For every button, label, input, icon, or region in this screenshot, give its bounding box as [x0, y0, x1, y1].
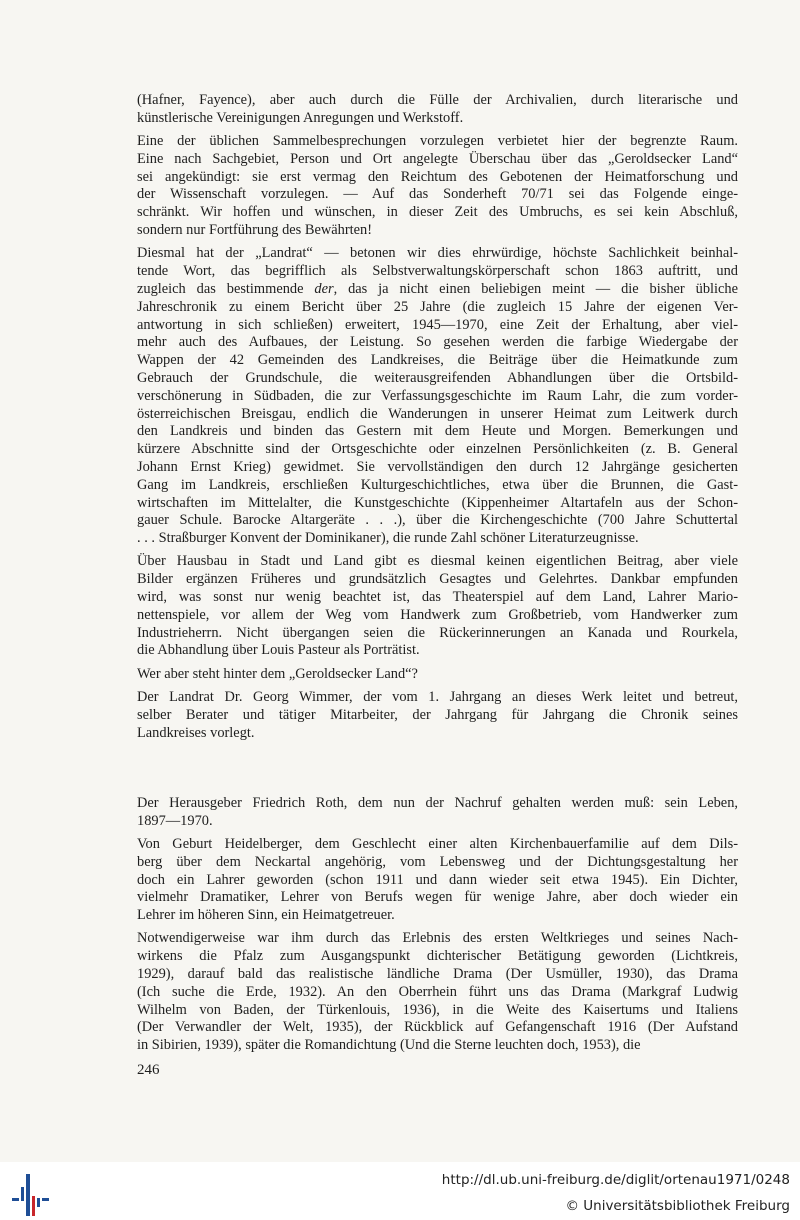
text-line: Wilhelm von Baden, der Türkenlouis, 1936), in die Weite des Kaisertums und Italiens	[137, 1001, 738, 1018]
paragraph	[137, 836, 738, 925]
text-line: Gang im Landkreis, erschließen Kulturgeschichtliches, etwa über die Brunnen, die Gast-	[137, 476, 738, 493]
text-line: Eine nach Sachgebiet, Person und Ort angelegte Überschau über das „Geroldsecker Land“	[137, 150, 738, 167]
text-line: 1929), darauf bald das realistische ländliche Drama (Der Usmüller, 1930), das Drama	[137, 966, 738, 983]
text-line: Industrieherrn. Nicht übergangen seien die Rückerinnerungen an Kanada und Rourkela,	[137, 624, 738, 641]
text-line: tende Wort, das begrifflich als Selbstverwaltungskörperschaft schon 1863 auftritt, und	[137, 263, 738, 280]
text-section-top	[137, 92, 738, 742]
text-line: künstlerische Vereinigungen Anregungen und Werkstoff.	[137, 109, 464, 126]
paragraph	[137, 930, 738, 1055]
paragraph	[137, 245, 738, 548]
text-line: 1897—1970.	[137, 812, 213, 829]
text-line: Diesmal hat der „Landrat“ — betonen wir dies ehrwürdige, höchste Sachlichkeit beinhal-	[137, 245, 738, 262]
text-line: sei angekündigt: sie erst vermag den Reichtum des Gebotenen der Heimatforschung und	[137, 168, 738, 185]
text-line: . . . Straßburger Konvent der Dominikaner), die runde Zahl schöner Literaturzeugnisse.	[137, 530, 639, 547]
text-line: (Ich suche die Erde, 1932). An den Oberrhein führt uns das Drama (Markgraf Ludwig	[137, 983, 738, 1000]
text-line: Notwendigerweise war ihm durch das Erlebnis des ersten Weltkrieges und seines Nach-	[137, 930, 738, 947]
page-number: 246	[137, 1062, 160, 1078]
text-line: Der Landrat Dr. Georg Wimmer, der vom 1. Jahrgang an dieses Werk leitet und betreut,	[137, 689, 738, 705]
text-line: in Sibirien, 1939), später die Romandichtung (Und die Sterne leuchten doch, 1953), die	[137, 1037, 641, 1054]
text-line: Jahreschronik zu einem Bericht über 25 Jahre (die zugleich 15 Jahre der eigenen Ver-	[137, 298, 738, 315]
paragraph	[137, 689, 738, 742]
text-line: Bilder ergänzen Früheres und grundsätzlich Gesagtes und Gelehrtes. Dankbar empfunden	[137, 571, 738, 588]
text-line: die Abhandlung über Louis Pasteur als Porträtist.	[137, 642, 420, 659]
text-line: den Landkreis und binden das Gestern mit dem Heute und Morgen. Bemerkungen und	[137, 423, 738, 440]
text-line: Wer aber steht hinter dem „Geroldsecker Land“?	[137, 665, 418, 682]
paragraph	[137, 133, 738, 240]
text-line: nettenspiele, vor allem der Weg vom Handwerk zum Großbetrieb, vom Handwerker zum	[137, 606, 738, 623]
permalink-url[interactable]: http://dl.ub.uni-freiburg.de/diglit/ortenau1971/0248	[441, 1172, 790, 1188]
text-line: (Der Verwandler der Welt, 1935), der Rückblick auf Gefangenschaft 1916 (Der Aufstand	[137, 1019, 738, 1036]
text-line: antwortung in sich schließen) erweitert, 1945—1970, eine Zeit der Erhaltung, aber viel-	[137, 316, 738, 333]
paragraph	[137, 92, 738, 128]
text-line: verschönerung in Südbaden, die zur Verfassungsgeschichte im Raum Lahr, die zum vorder-	[137, 387, 738, 404]
ub-freiburg-logo	[10, 1174, 52, 1216]
text-line: doch ein Lahrer geworden (schon 1911 und dann wieder seit etwa 1945). Ein Dichter,	[137, 871, 738, 888]
text-line: Landkreises vorlegt.	[137, 724, 255, 741]
text-line: Über Hausbau in Stadt und Land gibt es diesmal keinen eigentlichen Beitrag, aber viele	[137, 553, 738, 570]
text-line: Johann Ernst Krieg) gewidmet. Sie vervollständigen den durch 12 Jahrgänge gesicherten	[137, 458, 738, 475]
text-line: wirkens die Pfalz zum Ausgangspunkt dichterischer Betätigung geworden (Lichtkreis,	[137, 948, 738, 965]
text-line: österreichischen Breisgau, endlich die Wanderungen in unserer Heimat zum Leitwerk durch	[137, 405, 738, 422]
text-line: kürzere Abschnitte sind der Ortsgeschichte oder einzelnen Persönlichkeiten (z. B. General	[137, 441, 738, 458]
text-line: schränkt. Wir hoffen und wünschen, in dieser Zeit des Umbruchs, es sei kein Abschluß,	[137, 204, 738, 221]
text-line: Eine der üblichen Sammelbesprechungen vorzulegen verbietet hier der begrenzte Raum.	[137, 133, 738, 150]
text-line: Der Herausgeber Friedrich Roth, dem nun der Nachruf gehalten werden muß: sein Leben,	[137, 794, 738, 811]
text-line: wirtschaften im Mittelalter, die Kunstgeschichte (Kippenheimer Altartafeln aus der Schon-	[137, 494, 738, 511]
body-text	[137, 92, 738, 1061]
text-line: (Hafner, Fayence), aber auch durch die Fülle der Archivalien, durch literarische und	[137, 92, 738, 108]
text-section-bottom	[137, 795, 738, 1055]
text-line: Wappen der 42 Gemeinden des Landkreises, die Beiträge über die Heimatkunde zum	[137, 352, 738, 369]
text-line: mehr auch des Aufbaues, der Leistung. So gesehen werden die farbige Wiedergabe der	[137, 334, 738, 351]
text-line: selber Berater und tätiger Mitarbeiter, der Jahrgang für Jahrgang die Chronik seines	[137, 706, 738, 723]
text-line: vielmehr Dramatiker, Lehrer von Berufs wegen für wenige Jahre, aber doch wieder ein	[137, 889, 738, 906]
viewer-footer	[0, 1162, 800, 1220]
section-gap	[137, 748, 738, 795]
text-line: Lehrer im höheren Sinn, ein Heimatgetreuer.	[137, 907, 395, 924]
text-line: zugleich das bestimmende der, das ja nicht einen beliebigen meint — die bisher übliche	[137, 280, 738, 297]
text-line: sondern nur Fortführung des Bewährten!	[137, 222, 372, 239]
text-line: berg über dem Neckartal angehörig, vom Lebensweg und der Dichtungsgestaltung her	[137, 853, 738, 870]
copyright-notice: © Universitätsbibliothek Freiburg	[565, 1198, 790, 1214]
text-line: gauer Schule. Barocke Altargeräte . . .), über die Kirchengeschichte (700 Jahre Schuttertal	[137, 512, 738, 529]
paragraph	[137, 553, 738, 660]
paragraph	[137, 795, 738, 831]
text-line: der Wissenschaft vorzulegen. — Auf das Sonderheft 70/71 sei das Folgende einge-	[137, 186, 738, 203]
text-line: Von Geburt Heidelberger, dem Geschlecht einer alten Kirchenbauerfamilie auf dem Dils-	[137, 835, 738, 852]
text-line: wird, was sonst nur wenig beachtet ist, das Theaterspiel auf dem Land, Lahrer Mario-	[137, 589, 738, 606]
text-line: Gebrauch der Grundschule, die weiterausgreifenden Abhandlungen über die Ortsbild-	[137, 369, 738, 386]
paragraph	[137, 666, 738, 684]
